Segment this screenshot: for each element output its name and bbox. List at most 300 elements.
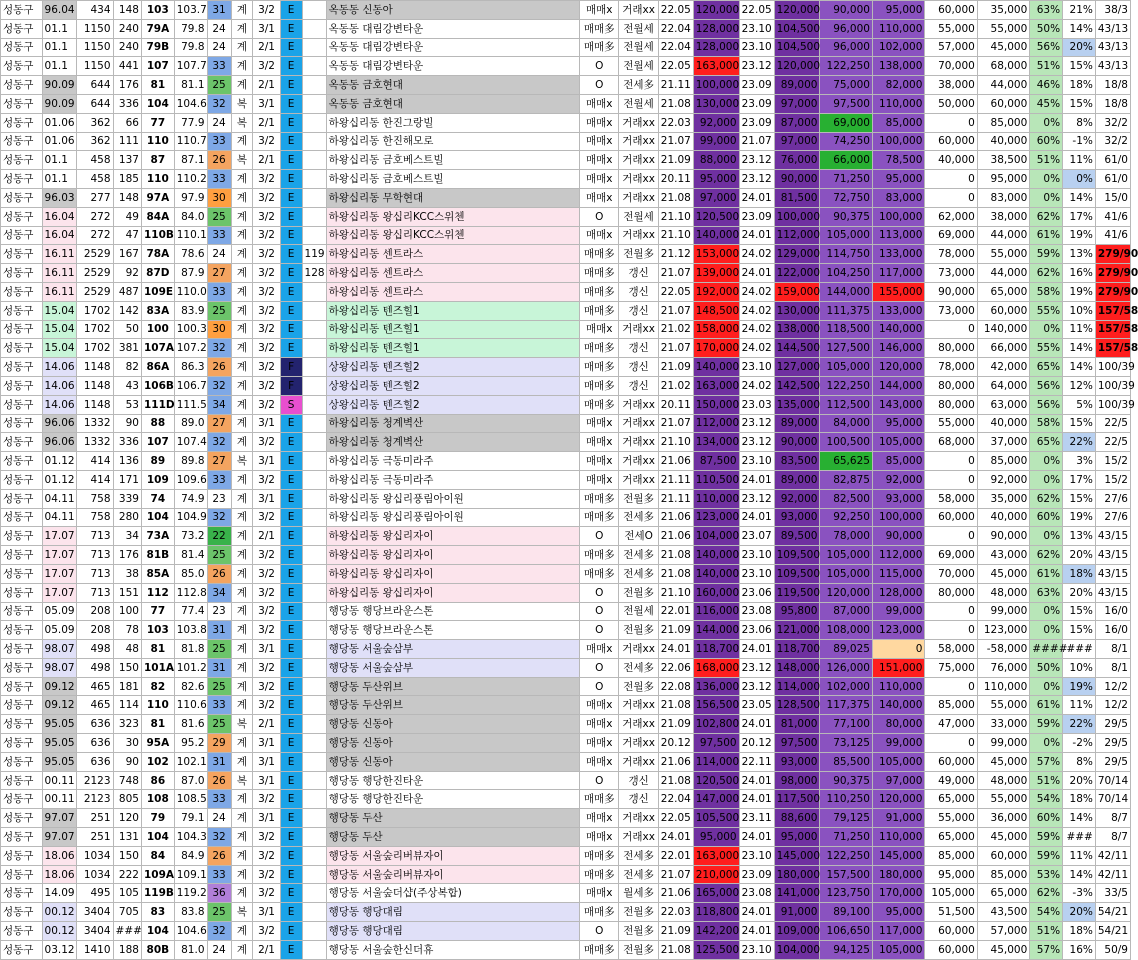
cell-ask-price[interactable]: 110,000 — [872, 94, 924, 113]
cell-ask-price[interactable]: 100,000 — [872, 132, 924, 151]
cell-ask-price[interactable]: 85,000 — [872, 113, 924, 132]
cell-grade[interactable]: E — [280, 771, 302, 790]
cell-area[interactable]: 100.3 — [174, 320, 207, 339]
cell-district[interactable]: 성동구 — [1, 790, 43, 809]
cell-units[interactable]: 336 — [113, 94, 141, 113]
cell-built[interactable]: 01.1 — [42, 170, 77, 189]
cell-peak-date[interactable]: 22.08 — [658, 677, 693, 696]
cell-ratio[interactable]: 0% — [1030, 188, 1063, 207]
cell-calc-price[interactable]: 122,250 — [820, 57, 872, 76]
cell-ratio[interactable]: 51% — [1030, 151, 1063, 170]
cell-calc-price[interactable]: 78,000 — [820, 527, 872, 546]
cell-jeonse[interactable]: 0 — [925, 734, 977, 753]
cell-gap[interactable]: 40,000 — [977, 414, 1029, 433]
cell-grade[interactable]: E — [280, 188, 302, 207]
cell-peak-date[interactable]: 21.07 — [658, 414, 693, 433]
cell-ratio[interactable]: 0% — [1030, 452, 1063, 471]
cell-rent-status[interactable]: 거래xx — [619, 226, 658, 245]
cell-type-code[interactable]: 110 — [141, 132, 174, 151]
cell-peak-price[interactable]: 120,000 — [693, 1, 739, 20]
cell-listing-count[interactable]: 18/8 — [1095, 76, 1130, 95]
cell-peak-date[interactable]: 21.06 — [658, 884, 693, 903]
cell-ask-price[interactable]: 146,000 — [872, 339, 924, 358]
cell-jeonse[interactable]: 65,000 — [925, 790, 977, 809]
cell-recent-price[interactable]: 81,500 — [774, 188, 820, 207]
cell-stair[interactable]: 계 — [231, 1, 253, 20]
cell-type-code[interactable]: 110B — [141, 226, 174, 245]
cell-complex-name[interactable]: 행당동 두산위브 — [326, 677, 580, 696]
cell-rent-status[interactable]: 전월多 — [619, 940, 658, 959]
cell-built[interactable]: 00.12 — [42, 903, 77, 922]
cell-drop[interactable]: 14% — [1063, 188, 1096, 207]
cell-ask-price[interactable]: 120,000 — [872, 358, 924, 377]
cell-stair[interactable]: 계 — [231, 57, 253, 76]
cell-grade[interactable]: E — [280, 884, 302, 903]
cell-ratio[interactable]: 60% — [1030, 508, 1063, 527]
cell-peak-price[interactable]: 140,000 — [693, 358, 739, 377]
cell-calc-price[interactable]: 118,500 — [820, 320, 872, 339]
cell-jeonse[interactable]: 60,000 — [925, 922, 977, 941]
cell-built[interactable]: 90.09 — [42, 76, 77, 95]
cell-pyeong[interactable]: 23 — [207, 602, 231, 621]
cell-units[interactable]: 90 — [113, 414, 141, 433]
cell-peak-price[interactable]: 163,000 — [693, 376, 739, 395]
cell-ratio[interactable]: 62% — [1030, 489, 1063, 508]
cell-units[interactable]: 339 — [113, 489, 141, 508]
cell-households[interactable]: 414 — [77, 452, 113, 471]
cell-area[interactable]: 109.1 — [174, 865, 207, 884]
cell-rent-status[interactable]: 전월多 — [619, 583, 658, 602]
cell-built[interactable]: 17.07 — [42, 527, 77, 546]
cell-ratio[interactable]: 58% — [1030, 282, 1063, 301]
cell-rent-status[interactable]: 거래xx — [619, 640, 658, 659]
cell-peak-price[interactable]: 165,000 — [693, 884, 739, 903]
cell-units[interactable]: 748 — [113, 771, 141, 790]
cell-complex-name[interactable]: 행당동 행당브라운스톤 — [326, 602, 580, 621]
cell-type-code[interactable]: 78A — [141, 245, 174, 264]
cell-households[interactable]: 3404 — [77, 922, 113, 941]
cell-recent-date[interactable]: 23.12 — [739, 414, 774, 433]
cell-jeonse[interactable]: 49,000 — [925, 771, 977, 790]
cell-drop[interactable]: 17% — [1063, 470, 1096, 489]
cell-grade[interactable]: E — [280, 57, 302, 76]
cell-peak-date[interactable]: 20.11 — [658, 170, 693, 189]
cell-ratio[interactable]: 60% — [1030, 132, 1063, 151]
cell-drop[interactable]: -2% — [1063, 734, 1096, 753]
cell-type-code[interactable]: 84A — [141, 207, 174, 226]
cell-gap[interactable]: 76,000 — [977, 658, 1029, 677]
cell-recent-price[interactable]: 93,000 — [774, 508, 820, 527]
cell-ratio[interactable]: 61% — [1030, 564, 1063, 583]
cell-households[interactable]: 458 — [77, 151, 113, 170]
cell-pyeong[interactable]: 25 — [207, 677, 231, 696]
cell-households[interactable]: 3404 — [77, 903, 113, 922]
cell-grade[interactable]: E — [280, 170, 302, 189]
cell-calc-price[interactable]: 96,000 — [820, 38, 872, 57]
cell-stair[interactable]: 복 — [231, 113, 253, 132]
cell-complex-name[interactable]: 상왕십리동 텐즈힐2 — [326, 395, 580, 414]
cell-pyeong[interactable]: 26 — [207, 151, 231, 170]
cell-stair[interactable]: 계 — [231, 865, 253, 884]
cell-type-code[interactable]: 107A — [141, 339, 174, 358]
cell-sale-status[interactable]: O — [580, 658, 619, 677]
cell-complex-name[interactable]: 행당동 두산 — [326, 809, 580, 828]
cell-jeonse[interactable]: 69,000 — [925, 546, 977, 565]
cell-gap[interactable]: 95,000 — [977, 170, 1029, 189]
cell-gap[interactable]: 42,000 — [977, 358, 1029, 377]
cell-jeonse[interactable]: 69,000 — [925, 226, 977, 245]
cell-units[interactable]: ### — [113, 922, 141, 941]
cell-rooms[interactable]: 3/1 — [253, 809, 280, 828]
cell-complex-name[interactable]: 하왕십리동 텐즈힐1 — [326, 320, 580, 339]
cell-recent-date[interactable]: 24.01 — [739, 715, 774, 734]
cell-sale-status[interactable]: 매매x — [580, 132, 619, 151]
cell-ratio[interactable]: 0% — [1030, 527, 1063, 546]
cell-listing-count[interactable]: 22/5 — [1095, 433, 1130, 452]
cell-pyeong[interactable]: 26 — [207, 564, 231, 583]
cell-calc-price[interactable]: 84,000 — [820, 414, 872, 433]
cell-complex-name[interactable]: 행당동 행당대림 — [326, 903, 580, 922]
cell-complex-name[interactable]: 상왕십리동 텐즈힐2 — [326, 358, 580, 377]
cell-rooms[interactable]: 3/1 — [253, 771, 280, 790]
cell-rooms[interactable]: 3/2 — [253, 828, 280, 847]
cell-pyeong[interactable]: 32 — [207, 376, 231, 395]
cell-grade[interactable]: E — [280, 452, 302, 471]
cell-stair[interactable]: 계 — [231, 358, 253, 377]
cell-gap[interactable]: 110,000 — [977, 677, 1029, 696]
cell-households[interactable]: 208 — [77, 602, 113, 621]
cell-peak-price[interactable]: 168,000 — [693, 658, 739, 677]
cell-rooms[interactable]: 3/2 — [253, 320, 280, 339]
cell-listing-count[interactable]: 43/15 — [1095, 546, 1130, 565]
cell-rent-status[interactable]: 전세多 — [619, 846, 658, 865]
cell-pyeong[interactable]: 33 — [207, 865, 231, 884]
cell-type-code[interactable]: 104 — [141, 828, 174, 847]
cell-grade[interactable]: F — [280, 358, 302, 377]
cell-recent-date[interactable]: 24.01 — [739, 922, 774, 941]
cell-peak-date[interactable]: 22.04 — [658, 790, 693, 809]
cell-peak-date[interactable]: 21.02 — [658, 376, 693, 395]
cell-district[interactable]: 성동구 — [1, 76, 43, 95]
cell-rank[interactable] — [302, 564, 326, 583]
cell-rooms[interactable]: 2/1 — [253, 940, 280, 959]
cell-stair[interactable]: 계 — [231, 433, 253, 452]
cell-drop[interactable]: 8% — [1063, 113, 1096, 132]
cell-built[interactable]: 95.05 — [42, 734, 77, 753]
cell-ask-price[interactable]: 0 — [872, 640, 924, 659]
cell-jeonse[interactable]: 80,000 — [925, 395, 977, 414]
cell-ask-price[interactable]: 115,000 — [872, 564, 924, 583]
cell-district[interactable]: 성동구 — [1, 376, 43, 395]
cell-peak-date[interactable]: 21.08 — [658, 940, 693, 959]
cell-rooms[interactable]: 3/1 — [253, 19, 280, 38]
cell-ask-price[interactable]: 133,000 — [872, 245, 924, 264]
cell-gap[interactable]: 40,000 — [977, 508, 1029, 527]
cell-sale-status[interactable]: 매매多 — [580, 846, 619, 865]
cell-recent-price[interactable]: 129,000 — [774, 245, 820, 264]
cell-calc-price[interactable]: 90,375 — [820, 771, 872, 790]
cell-units[interactable]: 131 — [113, 828, 141, 847]
cell-rank[interactable] — [302, 715, 326, 734]
cell-district[interactable]: 성동구 — [1, 1, 43, 20]
cell-calc-price[interactable]: 66,000 — [820, 151, 872, 170]
cell-rent-status[interactable]: 갱신 — [619, 376, 658, 395]
cell-calc-price[interactable]: 105,000 — [820, 564, 872, 583]
cell-ratio[interactable]: 62% — [1030, 546, 1063, 565]
cell-gap[interactable]: 44,000 — [977, 226, 1029, 245]
cell-households[interactable]: 713 — [77, 546, 113, 565]
cell-ask-price[interactable]: 100,000 — [872, 508, 924, 527]
cell-calc-price[interactable]: 77,100 — [820, 715, 872, 734]
cell-complex-name[interactable]: 하왕십리동 텐즈힐1 — [326, 301, 580, 320]
cell-rent-status[interactable]: 전세多 — [619, 658, 658, 677]
cell-ratio[interactable]: 54% — [1030, 790, 1063, 809]
cell-drop[interactable]: 21% — [1063, 1, 1096, 20]
cell-units[interactable]: 78 — [113, 621, 141, 640]
cell-type-code[interactable]: 97A — [141, 188, 174, 207]
cell-ask-price[interactable]: 117,000 — [872, 264, 924, 283]
cell-rooms[interactable]: 3/1 — [253, 94, 280, 113]
cell-grade[interactable]: E — [280, 264, 302, 283]
cell-pyeong[interactable]: 25 — [207, 903, 231, 922]
cell-ratio[interactable]: 0% — [1030, 470, 1063, 489]
cell-pyeong[interactable]: 26 — [207, 771, 231, 790]
cell-households[interactable]: 2123 — [77, 790, 113, 809]
cell-pyeong[interactable]: 23 — [207, 489, 231, 508]
cell-calc-price[interactable]: 97,500 — [820, 94, 872, 113]
cell-rooms[interactable]: 2/1 — [253, 76, 280, 95]
cell-sale-status[interactable]: O — [580, 677, 619, 696]
cell-units[interactable]: 805 — [113, 790, 141, 809]
cell-district[interactable]: 성동구 — [1, 715, 43, 734]
cell-peak-price[interactable]: 136,000 — [693, 677, 739, 696]
cell-area[interactable]: 107.7 — [174, 57, 207, 76]
cell-type-code[interactable]: 80B — [141, 940, 174, 959]
cell-households[interactable]: 362 — [77, 113, 113, 132]
cell-ratio[interactable]: 46% — [1030, 76, 1063, 95]
cell-stair[interactable]: 계 — [231, 846, 253, 865]
cell-listing-count[interactable]: 43/15 — [1095, 527, 1130, 546]
cell-stair[interactable]: 계 — [231, 376, 253, 395]
cell-stair[interactable]: 계 — [231, 489, 253, 508]
cell-pyeong[interactable]: 33 — [207, 470, 231, 489]
cell-rank[interactable] — [302, 207, 326, 226]
cell-district[interactable]: 성동구 — [1, 226, 43, 245]
cell-area[interactable]: 87.1 — [174, 151, 207, 170]
cell-rooms[interactable]: 3/1 — [253, 903, 280, 922]
cell-complex-name[interactable]: 하왕십리동 극동미라주 — [326, 470, 580, 489]
cell-jeonse[interactable]: 0 — [925, 470, 977, 489]
cell-grade[interactable]: E — [280, 658, 302, 677]
cell-stair[interactable]: 계 — [231, 188, 253, 207]
cell-pyeong[interactable]: 30 — [207, 188, 231, 207]
cell-rooms[interactable]: 3/2 — [253, 301, 280, 320]
cell-gap[interactable]: 37,000 — [977, 433, 1029, 452]
cell-peak-price[interactable]: 123,000 — [693, 508, 739, 527]
cell-listing-count[interactable]: 29/5 — [1095, 752, 1130, 771]
cell-type-code[interactable]: 89 — [141, 452, 174, 471]
cell-complex-name[interactable]: 하왕십리동 왕십리자이 — [326, 546, 580, 565]
cell-rooms[interactable]: 2/1 — [253, 715, 280, 734]
cell-households[interactable]: 465 — [77, 696, 113, 715]
cell-built[interactable]: 01.1 — [42, 57, 77, 76]
cell-grade[interactable]: E — [280, 546, 302, 565]
cell-rank[interactable] — [302, 433, 326, 452]
cell-recent-date[interactable]: 23.09 — [739, 113, 774, 132]
cell-grade[interactable]: E — [280, 790, 302, 809]
cell-recent-date[interactable]: 24.02 — [739, 339, 774, 358]
cell-units[interactable]: 151 — [113, 583, 141, 602]
cell-complex-name[interactable]: 행당동 행당한진타운 — [326, 771, 580, 790]
cell-units[interactable]: 185 — [113, 170, 141, 189]
cell-drop[interactable]: 15% — [1063, 94, 1096, 113]
cell-grade[interactable]: E — [280, 301, 302, 320]
cell-listing-count[interactable]: 279/90 — [1095, 282, 1130, 301]
cell-ratio[interactable]: 50% — [1030, 19, 1063, 38]
cell-ask-price[interactable]: 151,000 — [872, 658, 924, 677]
cell-listing-count[interactable]: 70/14 — [1095, 771, 1130, 790]
cell-peak-price[interactable]: 140,000 — [693, 546, 739, 565]
cell-drop[interactable]: 19% — [1063, 677, 1096, 696]
cell-units[interactable]: 150 — [113, 658, 141, 677]
cell-gap[interactable]: 57,000 — [977, 922, 1029, 941]
cell-peak-date[interactable]: 21.11 — [658, 76, 693, 95]
cell-built[interactable]: 98.07 — [42, 658, 77, 677]
cell-built[interactable]: 00.11 — [42, 771, 77, 790]
cell-calc-price[interactable]: 79,125 — [820, 809, 872, 828]
cell-area[interactable]: 108.5 — [174, 790, 207, 809]
cell-area[interactable]: 73.2 — [174, 527, 207, 546]
cell-ratio[interactable]: 63% — [1030, 1, 1063, 20]
cell-sale-status[interactable]: 매매x — [580, 715, 619, 734]
cell-recent-price[interactable]: 180,000 — [774, 865, 820, 884]
cell-gap[interactable]: 83,000 — [977, 188, 1029, 207]
cell-rent-status[interactable]: 거래xx — [619, 828, 658, 847]
cell-built[interactable]: 15.04 — [42, 339, 77, 358]
cell-recent-price[interactable]: 97,000 — [774, 132, 820, 151]
cell-rank[interactable] — [302, 226, 326, 245]
cell-peak-price[interactable]: 148,500 — [693, 301, 739, 320]
cell-jeonse[interactable]: 55,000 — [925, 19, 977, 38]
cell-sale-status[interactable]: 매매多 — [580, 564, 619, 583]
cell-units[interactable]: 280 — [113, 508, 141, 527]
cell-rank[interactable] — [302, 170, 326, 189]
cell-units[interactable]: 240 — [113, 38, 141, 57]
cell-recent-date[interactable]: 24.02 — [739, 282, 774, 301]
cell-rank[interactable] — [302, 489, 326, 508]
cell-sale-status[interactable]: 매매x — [580, 151, 619, 170]
cell-sale-status[interactable]: O — [580, 57, 619, 76]
cell-households[interactable]: 1332 — [77, 414, 113, 433]
cell-recent-date[interactable]: 24.01 — [739, 264, 774, 283]
cell-complex-name[interactable]: 행당동 서울숲리버뷰자이 — [326, 865, 580, 884]
cell-peak-price[interactable]: 112,000 — [693, 414, 739, 433]
cell-listing-count[interactable]: 8/7 — [1095, 809, 1130, 828]
cell-recent-price[interactable]: 119,500 — [774, 583, 820, 602]
cell-grade[interactable]: E — [280, 207, 302, 226]
cell-listing-count[interactable]: 8/1 — [1095, 640, 1130, 659]
cell-rent-status[interactable]: 전월세 — [619, 207, 658, 226]
cell-rent-status[interactable]: 거래xx — [619, 452, 658, 471]
cell-sale-status[interactable]: 매매x — [580, 414, 619, 433]
cell-pyeong[interactable]: 25 — [207, 76, 231, 95]
cell-rent-status[interactable]: 갱신 — [619, 771, 658, 790]
cell-recent-price[interactable]: 122,000 — [774, 264, 820, 283]
cell-pyeong[interactable]: 31 — [207, 621, 231, 640]
cell-households[interactable]: 414 — [77, 470, 113, 489]
cell-type-code[interactable]: 112 — [141, 583, 174, 602]
cell-sale-status[interactable]: 매매多 — [580, 245, 619, 264]
cell-rent-status[interactable]: 전월多 — [619, 621, 658, 640]
cell-ratio[interactable]: 56% — [1030, 38, 1063, 57]
cell-rank[interactable] — [302, 640, 326, 659]
cell-peak-date[interactable]: 21.12 — [658, 245, 693, 264]
cell-district[interactable]: 성동구 — [1, 640, 43, 659]
cell-households[interactable]: 498 — [77, 640, 113, 659]
cell-rent-status[interactable]: 전세多 — [619, 546, 658, 565]
cell-sale-status[interactable]: O — [580, 922, 619, 941]
cell-peak-date[interactable]: 22.03 — [658, 903, 693, 922]
cell-built[interactable]: 98.07 — [42, 640, 77, 659]
cell-ratio[interactable]: 50% — [1030, 658, 1063, 677]
cell-complex-name[interactable]: 하왕십리동 청계벽산 — [326, 433, 580, 452]
cell-recent-date[interactable]: 23.11 — [739, 809, 774, 828]
cell-type-code[interactable]: 86A — [141, 358, 174, 377]
cell-calc-price[interactable]: 105,000 — [820, 358, 872, 377]
cell-grade[interactable]: E — [280, 470, 302, 489]
cell-calc-price[interactable]: 100,500 — [820, 433, 872, 452]
cell-peak-date[interactable]: 21.11 — [658, 470, 693, 489]
cell-built[interactable]: 16.11 — [42, 264, 77, 283]
cell-sale-status[interactable]: 매매多 — [580, 282, 619, 301]
cell-pyeong[interactable]: 27 — [207, 452, 231, 471]
cell-drop[interactable]: 11% — [1063, 846, 1096, 865]
cell-rent-status[interactable]: 거래xx — [619, 433, 658, 452]
cell-sale-status[interactable]: 매매多 — [580, 865, 619, 884]
cell-complex-name[interactable]: 행당동 신동아 — [326, 752, 580, 771]
cell-rooms[interactable]: 3/1 — [253, 452, 280, 471]
cell-peak-price[interactable]: 139,000 — [693, 264, 739, 283]
cell-type-code[interactable]: 83A — [141, 301, 174, 320]
cell-peak-date[interactable]: 21.08 — [658, 564, 693, 583]
cell-households[interactable]: 636 — [77, 752, 113, 771]
cell-units[interactable]: 181 — [113, 677, 141, 696]
cell-type-code[interactable]: 110 — [141, 696, 174, 715]
cell-grade[interactable]: E — [280, 339, 302, 358]
cell-complex-name[interactable]: 행당동 신동아 — [326, 734, 580, 753]
cell-ratio[interactable]: 0% — [1030, 677, 1063, 696]
cell-grade[interactable]: E — [280, 846, 302, 865]
cell-rank[interactable] — [302, 752, 326, 771]
cell-drop[interactable]: 8% — [1063, 752, 1096, 771]
cell-rooms[interactable]: 3/2 — [253, 546, 280, 565]
cell-listing-count[interactable]: 29/5 — [1095, 734, 1130, 753]
cell-rank[interactable] — [302, 527, 326, 546]
cell-gap[interactable]: 44,000 — [977, 76, 1029, 95]
cell-type-code[interactable]: 108 — [141, 790, 174, 809]
cell-listing-count[interactable]: 61/0 — [1095, 170, 1130, 189]
cell-sale-status[interactable]: 매매x — [580, 452, 619, 471]
cell-stair[interactable]: 계 — [231, 508, 253, 527]
cell-listing-count[interactable]: 33/5 — [1095, 884, 1130, 903]
cell-rank[interactable] — [302, 846, 326, 865]
cell-jeonse[interactable]: 60,000 — [925, 1, 977, 20]
cell-gap[interactable]: 33,000 — [977, 715, 1029, 734]
cell-peak-price[interactable]: 120,500 — [693, 771, 739, 790]
cell-rooms[interactable]: 3/1 — [253, 752, 280, 771]
cell-peak-date[interactable]: 21.07 — [658, 301, 693, 320]
cell-jeonse[interactable]: 58,000 — [925, 640, 977, 659]
